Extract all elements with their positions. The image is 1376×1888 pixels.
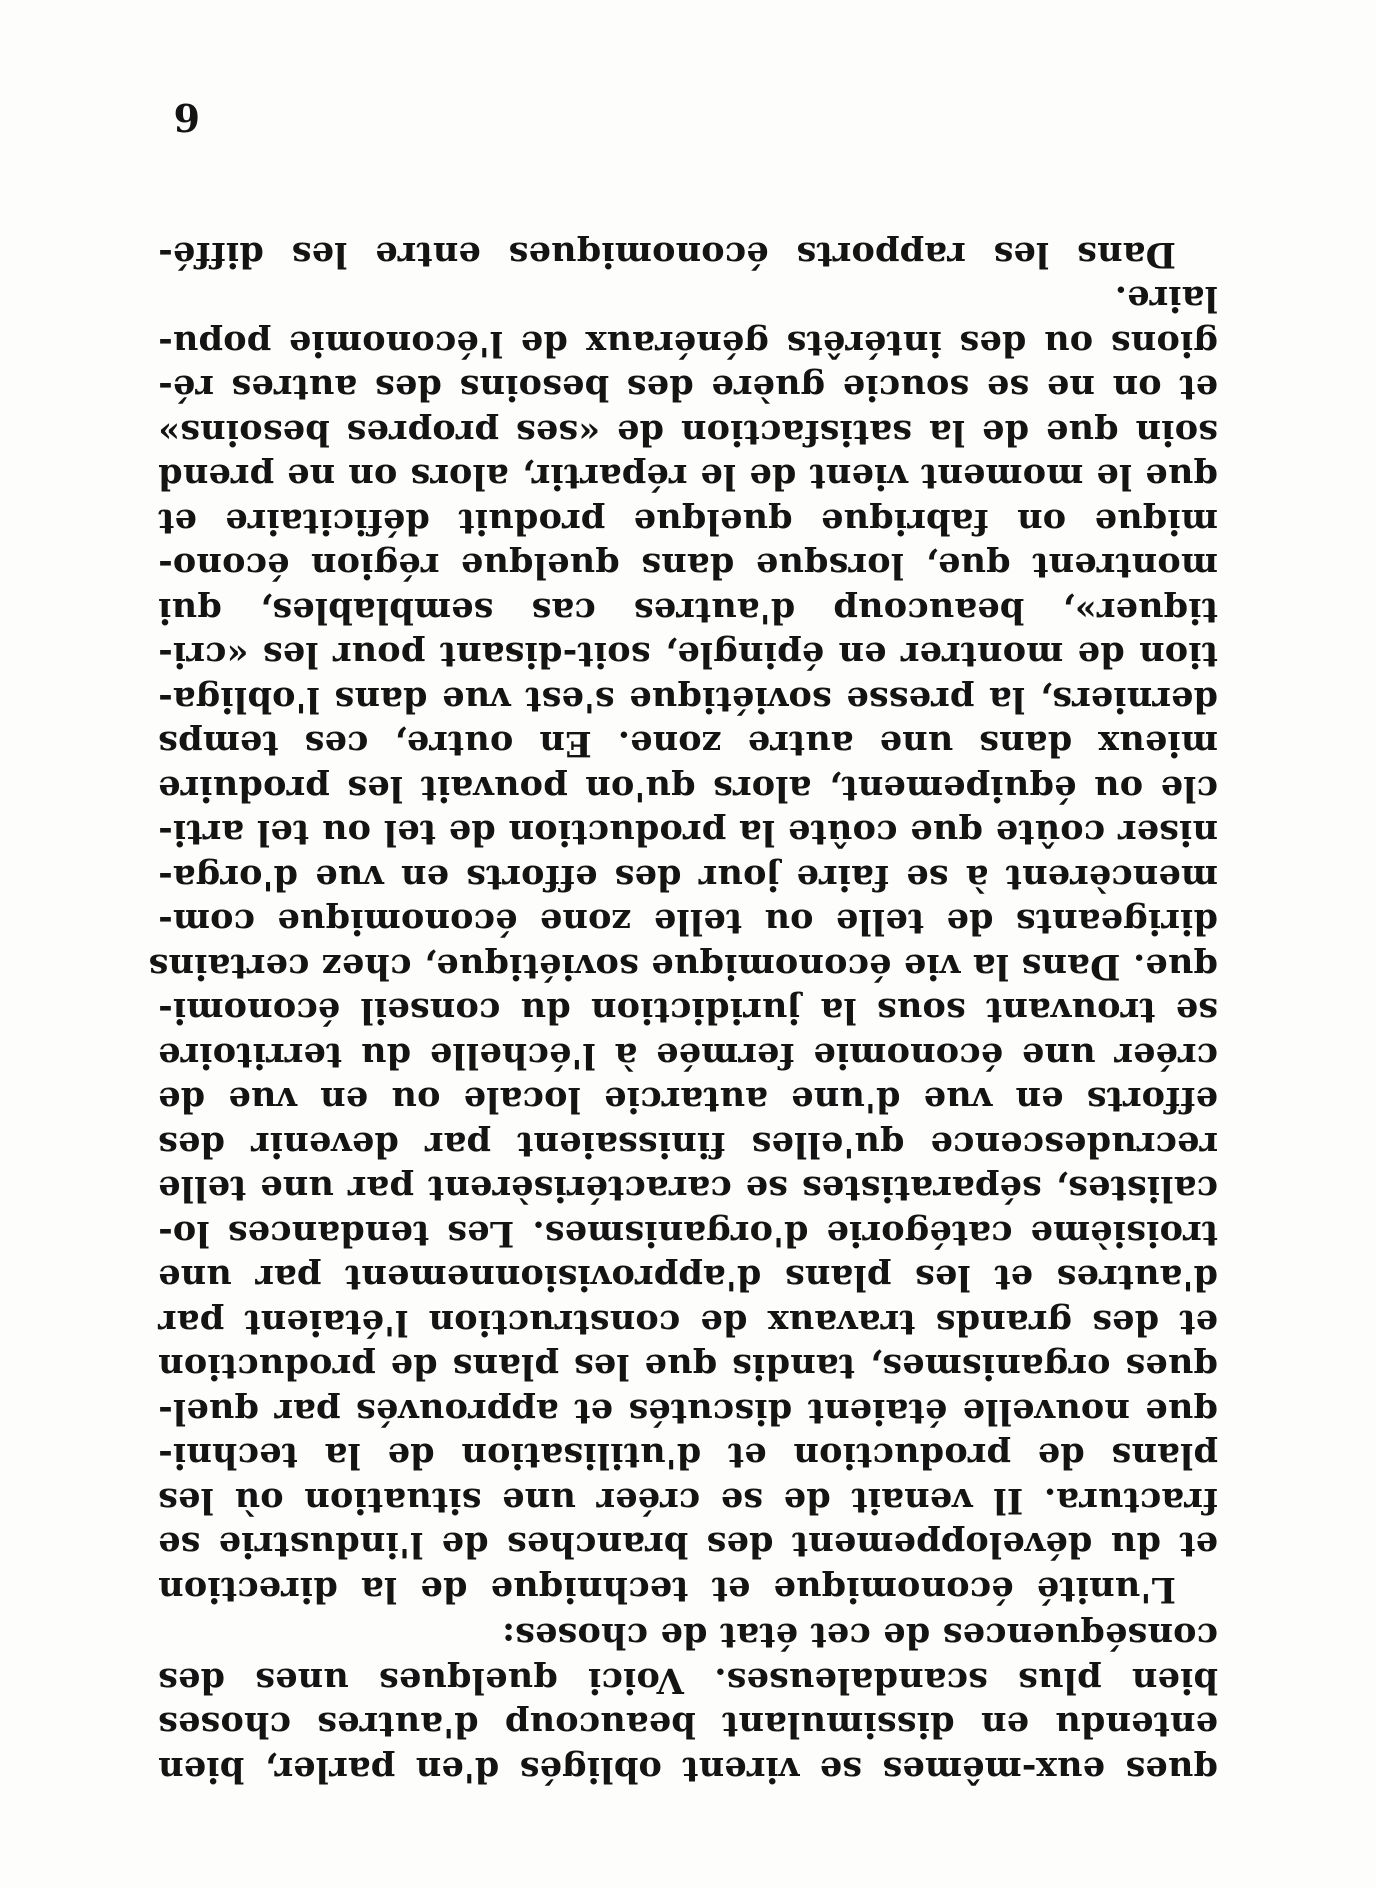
text-line: efforts en vue d'une autarcie locale ou en vue de bbox=[158, 1079, 1218, 1121]
text-line: recrudescence qu'elles finissaient par devenir des bbox=[158, 1124, 1218, 1165]
text-line: mencèrent à se faire jour des efforts en vue d'orga- bbox=[158, 857, 1218, 898]
text-line: mieux dans une autre zone. En outre, ces temps bbox=[158, 723, 1218, 765]
text-line: cle ou équipement, alors qu'on pouvait les produire bbox=[158, 768, 1218, 809]
text-line: montrent que, lorsque dans quelque région écono- bbox=[158, 545, 1218, 587]
text-line: d'autres et les plans d'approvisionnement par une bbox=[158, 1257, 1218, 1299]
text-line: calistes, séparatistes se caractérisèrent par une telle bbox=[158, 1168, 1218, 1210]
text-line: laire. bbox=[1114, 278, 1218, 320]
text-line: conséquences de cet état de choses: bbox=[501, 1615, 1218, 1657]
text-line: ques eux-mêmes se virent obligés d'en parler, bien bbox=[158, 1749, 1218, 1790]
text-line: et on ne se soucie guère des besoins des autres ré- bbox=[158, 367, 1218, 409]
text-line: soin que de la satisfaction de «ses propres besoins» bbox=[158, 412, 1218, 453]
text-line: entendu en dissimulant beaucoup d'autres choses bbox=[158, 1704, 1218, 1746]
text-line: niser coûte que coûte la production de tel ou tel arti- bbox=[158, 812, 1218, 854]
text-line: que. Dans la vie économique soviétique, chez certains bbox=[148, 946, 1218, 987]
text-line: troisième catégorie d'organismes. Les tendances lo- bbox=[158, 1213, 1218, 1254]
text-line: dirigeants de telle ou telle zone économique com- bbox=[158, 901, 1218, 943]
paragraph-first-line: L'unité économique et technique de la direction bbox=[158, 1569, 1176, 1610]
text-line: tiquer», beaucoup d'autres cas semblables, qui bbox=[158, 590, 1218, 631]
text-line: derniers, la presse soviétique s'est vue dans l'obliga- bbox=[158, 679, 1218, 720]
text-line: et des grands travaux de construction l'étaient par bbox=[158, 1302, 1218, 1343]
text-line: tion de montrer en épingle, soit-disant pour les «cri- bbox=[158, 634, 1218, 676]
text-line: et du développement des branches de l'industrie se bbox=[158, 1524, 1218, 1566]
page-number: 6 bbox=[173, 95, 200, 140]
text-line: que le moment vient de le répartir, alors on ne prend bbox=[158, 456, 1218, 498]
text-line: fractura. Il venait de se créer une situation où les bbox=[158, 1480, 1218, 1521]
paragraph-first-line: Dans les rapports économiques entre les diffé- bbox=[158, 234, 1176, 275]
text-line: plans de production et d'utilisation de la techni- bbox=[158, 1435, 1218, 1477]
text-line: que nouvelle étaient discutés et approuvés par quel- bbox=[158, 1391, 1218, 1432]
text-line: se trouvant sous la juridiction du conseil économi- bbox=[158, 990, 1218, 1032]
text-line: créer une économie fermée à l'échelle du territoire bbox=[158, 1035, 1218, 1076]
text-line: gions ou des intérêts généraux de l'économie popu- bbox=[158, 323, 1218, 364]
text-line: ques organismes, tandis que les plans de production bbox=[158, 1346, 1218, 1388]
body-text bbox=[148, 232, 1218, 1792]
text-line: bien plus scandaleuses. Voici quelques unes des bbox=[158, 1660, 1218, 1701]
text-line: mique on fabrique quelque produit déficitaire et bbox=[158, 501, 1218, 542]
